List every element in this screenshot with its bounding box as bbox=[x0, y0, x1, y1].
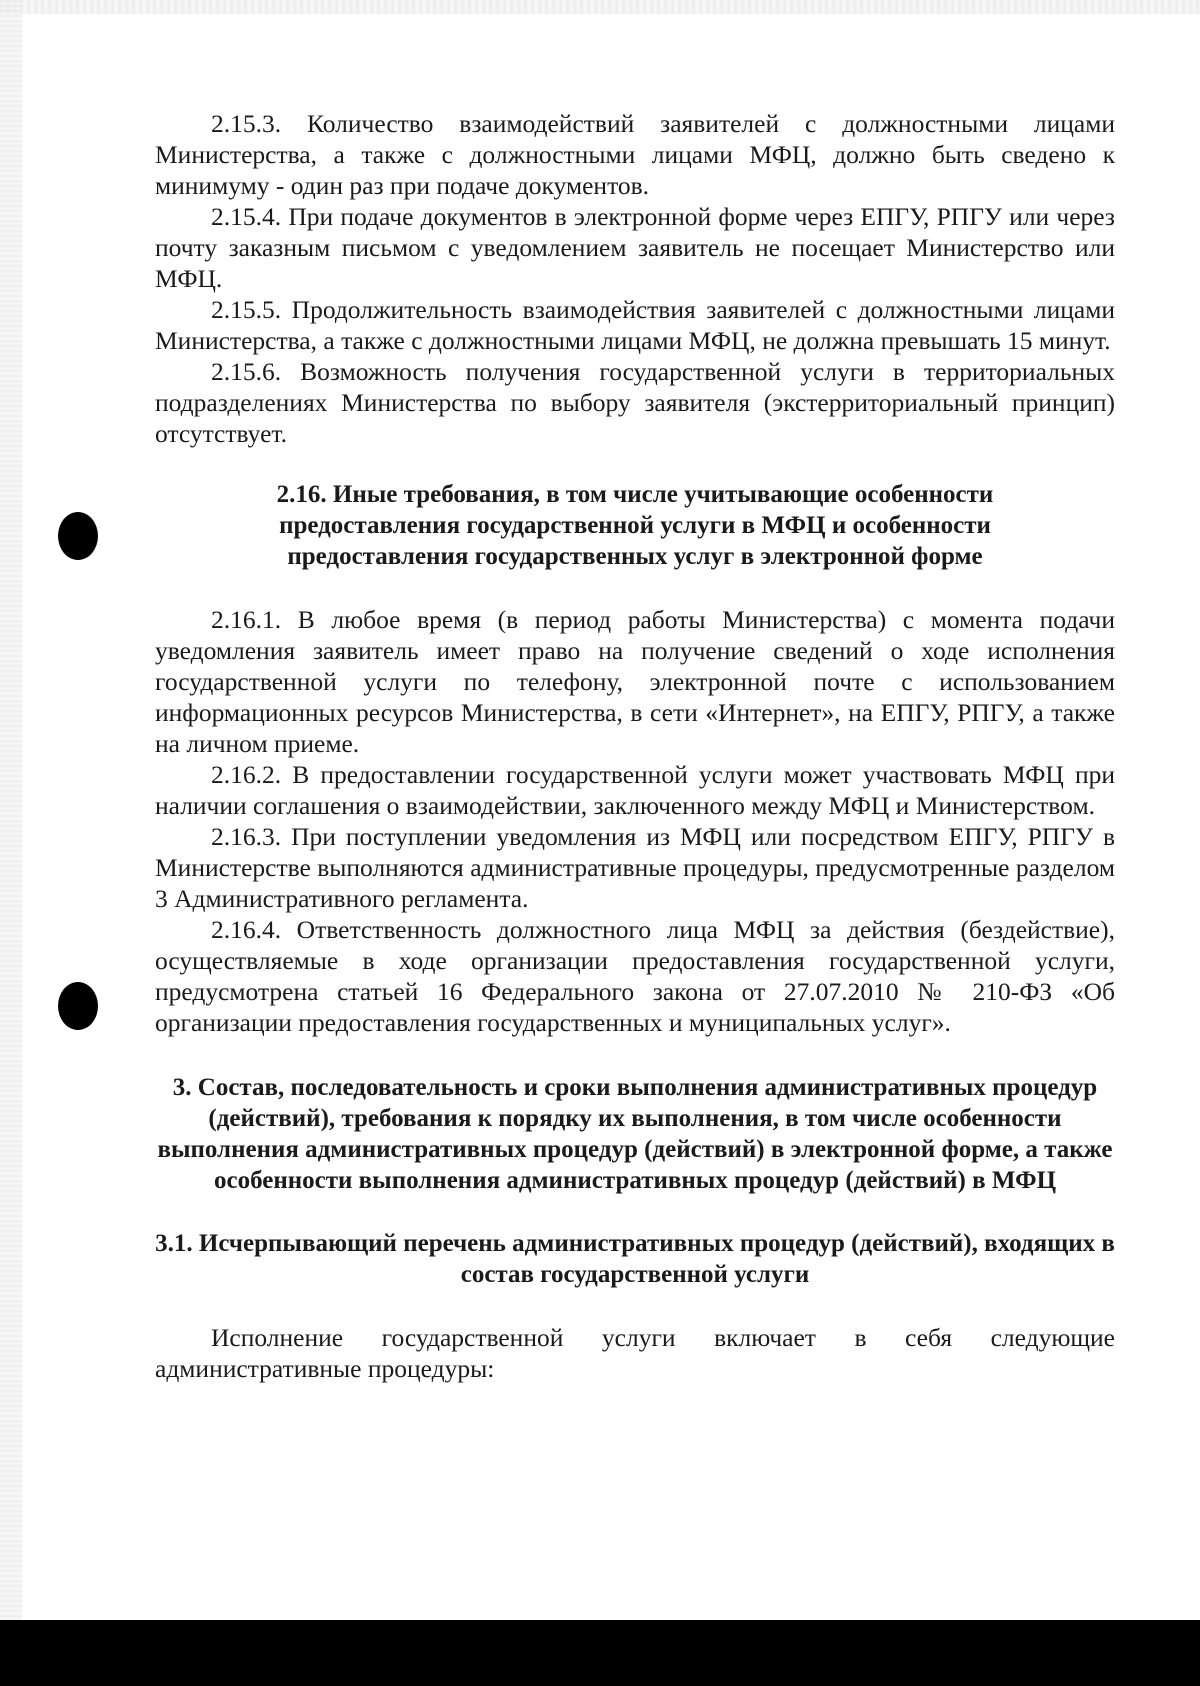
paragraph-2-15-3: 2.15.3. Количество взаимодействий заявителей с должностными лицами Министерства, а также с должностными лицами МФЦ, должно быть сведено к минимуму - один раз при подаче документов. bbox=[155, 109, 1115, 200]
scan-edge-top bbox=[0, 0, 1200, 14]
paragraph-2-15-5: 2.15.5. Продолжительность взаимодействия заявителей с должностными лицами Министерства, а также с должностными лицами МФЦ, не должна превышать 15 минут. bbox=[155, 295, 1115, 355]
paragraph-2-16-2: 2.16.2. В предоставлении государственной услуги может участвовать МФЦ при наличии соглашения о взаимодействии, заключенного между МФЦ и Министерством. bbox=[155, 760, 1115, 820]
paragraph-3-1-intro: Исполнение государственной услуги включает в себя следующие административные процедуры: bbox=[155, 1323, 1115, 1383]
heading-section-3: 3. Состав, последовательность и сроки выполнения административных процедур (действий), требования к порядку их выполнения, в том числе особенности выполнения административных процедур (действий) в электронной форме, а также особенности выполнения административных процедур (действий) в МФЦ bbox=[157, 1074, 1113, 1194]
paragraph-2-15-6: 2.15.6. Возможность получения государственной услуги в территориальных подразделениях Министерства по выбору заявителя (экстерриториальный принцип) отсутствует. bbox=[155, 357, 1115, 448]
document-body bbox=[155, 108, 1115, 1384]
scan-bottom-bar bbox=[0, 1620, 1200, 1686]
heading-2-16: 2.16. Иные требования, в том числе учитывающие особенности предоставления государственной услуги в МФЦ и особенности предоставления государственных услуг в электронной форме bbox=[276, 481, 994, 570]
paragraph-2-16-3: 2.16.3. При поступлении уведомления из МФЦ или посредством ЕПГУ, РПГУ в Министерстве выполняются административные процедуры, предусмотренные разделом 3 Административного регламента. bbox=[155, 822, 1115, 913]
scan-edge-left bbox=[0, 0, 22, 1686]
heading-3-1: 3.1. Исчерпывающий перечень административных процедур (действий), входящих в состав государственной услуги bbox=[155, 1230, 1115, 1288]
punch-hole-lower bbox=[58, 982, 98, 1030]
paragraph-2-15-4: 2.15.4. При подаче документов в электронной форме через ЕПГУ, РПГУ или через почту заказным письмом с уведомлением заявитель не посещает Министерство или МФЦ. bbox=[155, 202, 1115, 293]
paragraph-2-16-4: 2.16.4. Ответственность должностного лица МФЦ за действия (бездействие), осуществляемые в ходе организации предоставления государственной услуги, предусмотрена статьей 16 Федерального закона от 27.07.2010 № 210-ФЗ «Об организации предоставления государственных и муниципальных услуг». bbox=[155, 915, 1115, 1037]
punch-hole-upper bbox=[58, 512, 98, 560]
paragraph-2-16-1: 2.16.1. В любое время (в период работы Министерства) с момента подачи уведомления заявитель имеет право на получение сведений о ходе исполнения государственной услуги по телефону, электронной почте с использованием информационных ресурсов Министерства, в сети «Интернет», на ЕПГУ, РПГУ, а также на личном приеме. bbox=[155, 605, 1115, 758]
